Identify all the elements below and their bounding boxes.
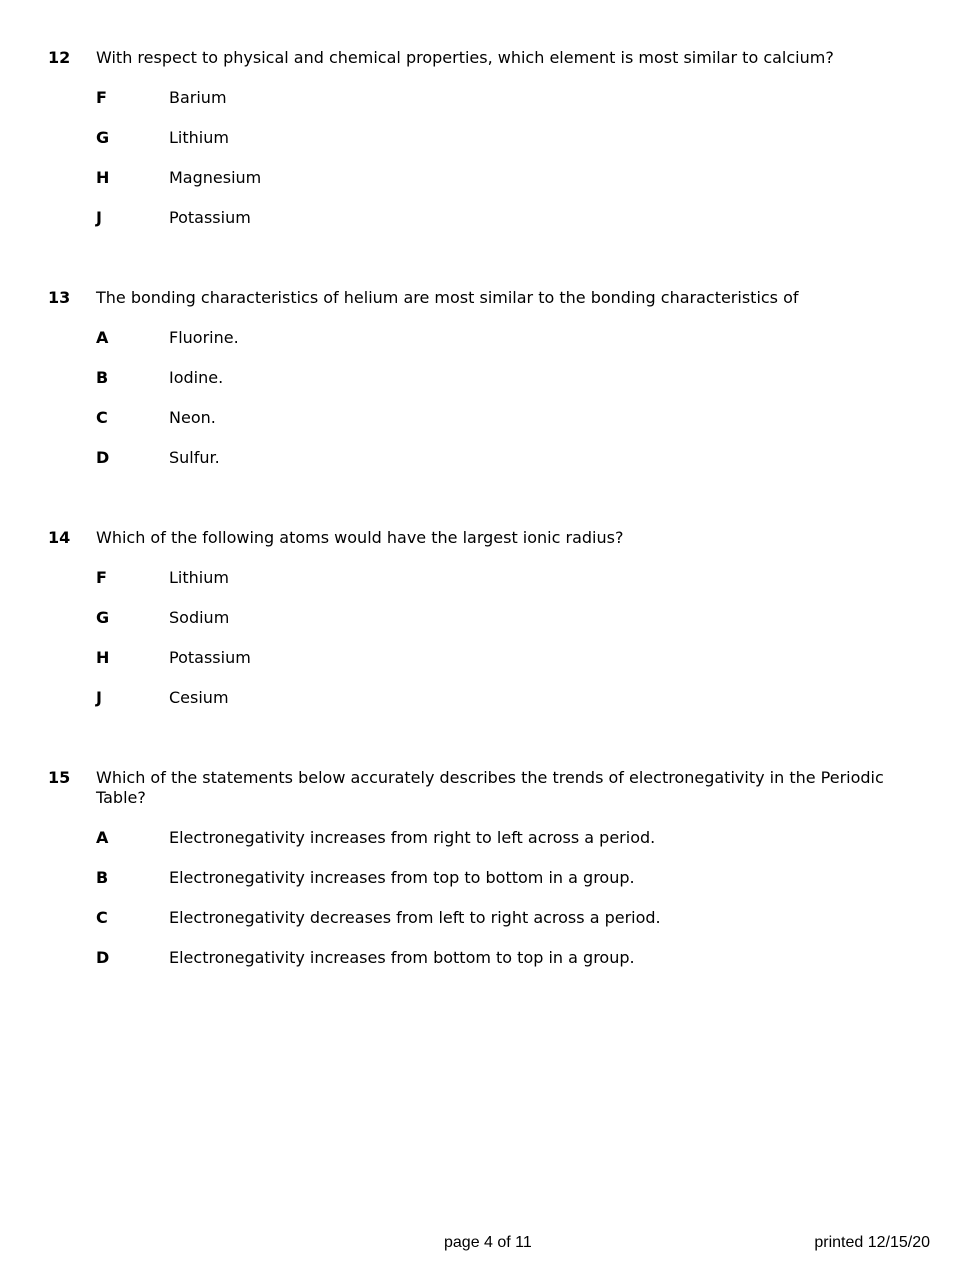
choice-text: Neon.: [169, 408, 216, 427]
choice-text: Iodine.: [169, 368, 224, 387]
choice-text: Electronegativity decreases from left to right across a period.: [169, 908, 661, 927]
choice-letter: C: [96, 908, 108, 927]
choice-letter: G: [96, 608, 110, 627]
question-text: The bonding characteristics of helium are most similar to the bonding characteristics of: [96, 288, 799, 307]
question-14: [48, 528, 908, 728]
question-text: Which of the following atoms would have the largest ionic radius?: [96, 528, 624, 547]
choice-text: Sodium: [169, 608, 230, 627]
choice-text: Sulfur.: [169, 448, 220, 467]
question-number: 12: [48, 48, 71, 67]
question-header: [48, 48, 908, 68]
choice-letter: F: [96, 568, 107, 587]
question-text: Which of the statements below accurately describes the trends of electronegativity in the Periodic Table?: [96, 768, 884, 807]
question-number: 15: [48, 768, 71, 787]
answer-choice: [48, 908, 908, 928]
choice-letter: J: [96, 688, 102, 707]
question-number: 14: [48, 528, 71, 547]
choice-letter: A: [96, 828, 109, 847]
choice-letter: B: [96, 868, 109, 887]
answer-choice: [48, 688, 908, 708]
answer-choice: [48, 208, 908, 228]
choice-text: Fluorine.: [169, 328, 239, 347]
answer-choices: [48, 568, 908, 708]
choice-letter: H: [96, 168, 110, 187]
choice-letter: A: [96, 328, 109, 347]
answer-choice: [48, 368, 908, 388]
answer-choice: [48, 868, 908, 888]
choice-text: Potassium: [169, 208, 251, 227]
choice-letter: D: [96, 948, 110, 967]
choice-letter: C: [96, 408, 108, 427]
answer-choice: [48, 828, 908, 848]
question-13: [48, 288, 908, 488]
question-text: With respect to physical and chemical properties, which element is most similar to calcium?: [96, 48, 834, 67]
choice-text: Electronegativity increases from bottom to top in a group.: [169, 948, 635, 967]
answer-choice: [48, 568, 908, 588]
answer-choice: [48, 408, 908, 428]
printed-date: printed 12/15/20: [814, 1234, 930, 1251]
answer-choice: [48, 448, 908, 468]
answer-choice: [48, 948, 908, 968]
choice-letter: G: [96, 128, 110, 147]
choice-letter: H: [96, 648, 110, 667]
choice-text: Lithium: [169, 128, 229, 147]
answer-choices: [48, 828, 908, 968]
choice-letter: B: [96, 368, 109, 387]
question-header: [48, 768, 908, 808]
question-15: [48, 768, 908, 988]
question-number: 13: [48, 288, 71, 307]
answer-choice: [48, 128, 908, 148]
choice-text: Potassium: [169, 648, 251, 667]
answer-choice: [48, 168, 908, 188]
choice-letter: F: [96, 88, 107, 107]
question-header: [48, 528, 908, 548]
choice-text: Cesium: [169, 688, 229, 707]
answer-choice: [48, 328, 908, 348]
choice-text: Electronegativity increases from top to bottom in a group.: [169, 868, 635, 887]
answer-choices: [48, 328, 908, 468]
answer-choice: [48, 88, 908, 108]
choice-text: Electronegativity increases from right to left across a period.: [169, 828, 656, 847]
question-header: [48, 288, 908, 308]
choice-letter: D: [96, 448, 110, 467]
page-number: page 4 of 11: [444, 1234, 532, 1251]
answer-choice: [48, 608, 908, 628]
answer-choice: [48, 648, 908, 668]
choice-letter: J: [96, 208, 102, 227]
answer-choices: [48, 88, 908, 228]
choice-text: Lithium: [169, 568, 229, 587]
choice-text: Magnesium: [169, 168, 262, 187]
choice-text: Barium: [169, 88, 227, 107]
question-12: [48, 48, 908, 248]
